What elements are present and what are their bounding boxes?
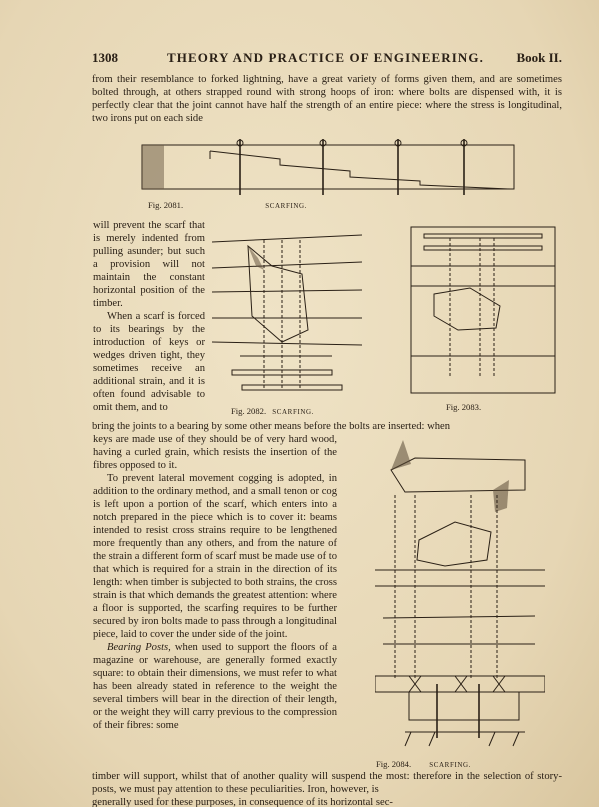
bottom-paragraph: timber will support, whilst that of another quality will suspend the most: therefore in the selection of story-posts, we must pay attention to these peculiarities. Iron, however, is	[92, 771, 562, 795]
fig-2082-caption	[231, 406, 314, 416]
fig-2081-label: Fig. 2081.	[148, 200, 184, 210]
fig-2081-title: SCARFING.	[265, 202, 308, 210]
paragraph-3: keys are made use of they should be of very hard wood, having a curled grain, which resists the insertion of the fibres opposed to it.	[93, 434, 337, 471]
running-title: THEORY AND PRACTICE OF ENGINEERING.	[167, 50, 484, 65]
intro-paragraph: from their resemblance to forked lightning, have a great variety of forms given them, and are sometimes bolted through, at others strapped round with strong hoops of iron: where bolts are dispensed with, it is perfectly clear that the joint cannot have half the strength of an entire piece: where the stress is longitudinal, two irons put on each side	[92, 74, 562, 124]
fig-2083-caption	[446, 402, 481, 412]
fig-2084-label: Fig. 2084.	[376, 759, 412, 769]
page-number: 1308	[92, 50, 118, 65]
fig-2082-label: Fig. 2082.	[231, 406, 267, 416]
fig-2081-caption	[148, 200, 307, 210]
paragraph-2: When a scarf is forced to its bearings by the introduction of keys or wedges driven tight, they sometimes receive an additional strain, and it is often found advisable to omit them, and to	[93, 311, 205, 413]
paragraph-5-body: when used to support the floors of a magazine or warehouse, are generally formed exactly square: to obtain their dimensions, we must refer to what has been already stated in reference to the weight the several timbers will bear in the direction of their length, or the weight they will carry previous to the compression of their fibres: some	[93, 642, 337, 731]
paragraph-1: will prevent the scarf that is merely indented from pulling asunder; but such a provision will not maintain the constant horizontal position of the timber.	[93, 220, 205, 309]
running-header	[92, 50, 562, 70]
fig-2082-title: SCARFING.	[272, 408, 315, 416]
wide-text-line: bring the joints to a bearing by some other means before the bolts are inserted: when	[92, 421, 451, 432]
fig-2084-drawing	[375, 420, 545, 750]
fig-2082-drawing	[212, 230, 362, 400]
bearing-posts-heading: Bearing Posts,	[107, 642, 171, 653]
column-text-1	[93, 219, 205, 414]
fig-2083-label: Fig. 2083.	[446, 402, 482, 412]
fig-2081-drawing	[140, 137, 520, 197]
fig-2084-title: SCARFING.	[429, 761, 472, 769]
paragraph-4: To prevent lateral movement cogging is adopted, in addition to the ordinary method, and a small tenon or cog is left upon a portion of the scarf, which enters into a notch prepared in the piece which is to cover it: beams intended to resist cross strains require to be lengthened more frequently than any others, and from the nature of the strain a different form of scarf must be made use of to that which is required for a strain in the direction of its length: when timber is subjected to both strains, the cross strain is that which demands the greatest attention: where a floor is supported, the scarfing requires to be further secured by iron bolts made to pass through a longitudinal piece, laid to cover the under side of the joint.	[93, 473, 337, 640]
book-number: Book II.	[516, 50, 562, 65]
column-text-2	[93, 433, 337, 732]
fig-2083-drawing	[410, 226, 558, 396]
cut-off-line: generally used for these purposes, in consequence of its horizontal sec-	[92, 797, 393, 807]
fig-2084-caption	[376, 759, 471, 769]
paragraph-5	[93, 641, 337, 732]
